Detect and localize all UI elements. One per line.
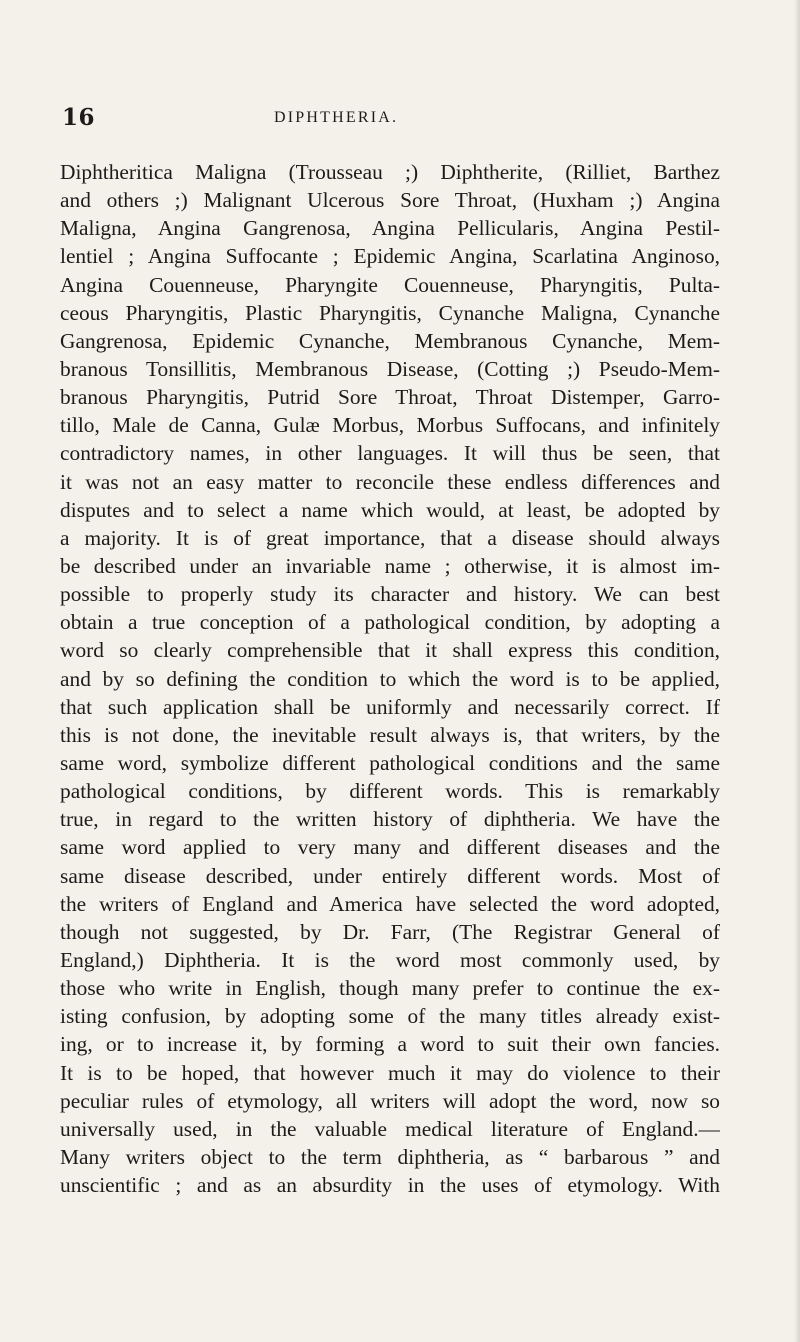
text-line: it was not an easy matter to reconcile these endless differences and: [60, 469, 720, 494]
text-line: and by so defining the condition to which the word is to be applied,: [60, 666, 720, 691]
text-line: and others ;) Malignant Ulcerous Sore Throat, (Huxham ;) Angina: [60, 188, 720, 213]
text-line: lentiel ; Angina Suffocante ; Epidemic Angina, Scarlatina Anginoso,: [60, 244, 720, 269]
text-line: unscientific ; and as an absurdity in the uses of etymology. With: [60, 1173, 720, 1198]
text-line: a majority. It is of great importance, that a disease should always: [60, 525, 720, 550]
text-line: word so clearly comprehensible that it shall express this condition,: [60, 638, 720, 663]
running-head: [62, 104, 712, 134]
text-line: Many writers object to the term diphtheria, as “ barbarous ” and: [60, 1144, 720, 1169]
text-line: Diphtheritica Maligna (Trousseau ;) Diphtherite, (Rilliet, Barthez: [60, 160, 720, 184]
text-line: isting confusion, by adopting some of the many titles already exist-: [60, 1004, 720, 1029]
text-line: tillo, Male de Canna, Gulæ Morbus, Morbus Suffocans, and infinitely: [60, 413, 720, 438]
text-line: obtain a true conception of a pathological condition, by adopting a: [60, 610, 720, 635]
text-line: England,) Diphtheria. It is the word most commonly used, by: [60, 947, 720, 972]
text-line: same word applied to very many and different diseases and the: [60, 835, 720, 860]
text-line: the writers of England and America have selected the word adopted,: [60, 891, 720, 916]
text-line: be described under an invariable name ; otherwise, it is almost im-: [60, 553, 720, 578]
text-line: same word, symbolize different pathological conditions and the same: [60, 750, 720, 775]
text-line: those who write in English, though many prefer to continue the ex-: [60, 976, 720, 1001]
text-line: branous Pharyngitis, Putrid Sore Throat, Throat Distemper, Garro-: [60, 385, 720, 410]
text-line: though not suggested, by Dr. Farr, (The Registrar General of: [60, 919, 720, 944]
text-line: contradictory names, in other languages. It will thus be seen, that: [60, 441, 720, 466]
text-line: It is to be hoped, that however much it may do violence to their: [60, 1060, 720, 1085]
text-line: that such application shall be uniformly and necessarily correct. If: [60, 694, 720, 719]
text-line: Gangrenosa, Epidemic Cynanche, Membranous Cynanche, Mem-: [60, 328, 720, 353]
text-line: branous Tonsillitis, Membranous Disease, (Cotting ;) Pseudo-Mem-: [60, 356, 720, 381]
page-number: 16: [62, 104, 96, 131]
text-line: ing, or to increase it, by forming a word to suit their own fancies.: [60, 1032, 720, 1057]
text-line: possible to properly study its character and history. We can best: [60, 582, 720, 607]
text-line: Maligna, Angina Gangrenosa, Angina Pellicularis, Angina Pestil-: [60, 216, 720, 241]
page-edge-shadow: [794, 0, 800, 1342]
text-line: ceous Pharyngitis, Plastic Pharyngitis, Cynanche Maligna, Cynanche: [60, 300, 720, 325]
text-line: pathological conditions, by different words. This is remarkably: [60, 779, 720, 804]
text-line: this is not done, the inevitable result always is, that writers, by the: [60, 722, 720, 747]
text-line: disputes and to select a name which would, at least, be adopted by: [60, 497, 720, 522]
text-line: same disease described, under entirely different words. Most of: [60, 863, 720, 888]
text-line: universally used, in the valuable medical literature of England.—: [60, 1116, 720, 1141]
text-line: Angina Couenneuse, Pharyngite Couenneuse, Pharyngitis, Pulta-: [60, 272, 720, 297]
text-line: true, in regard to the written history of diphtheria. We have the: [60, 807, 720, 832]
running-title: DIPHTHERIA.: [274, 109, 399, 126]
text-line: peculiar rules of etymology, all writers will adopt the word, now so: [60, 1088, 720, 1113]
body-text: [60, 158, 720, 1199]
